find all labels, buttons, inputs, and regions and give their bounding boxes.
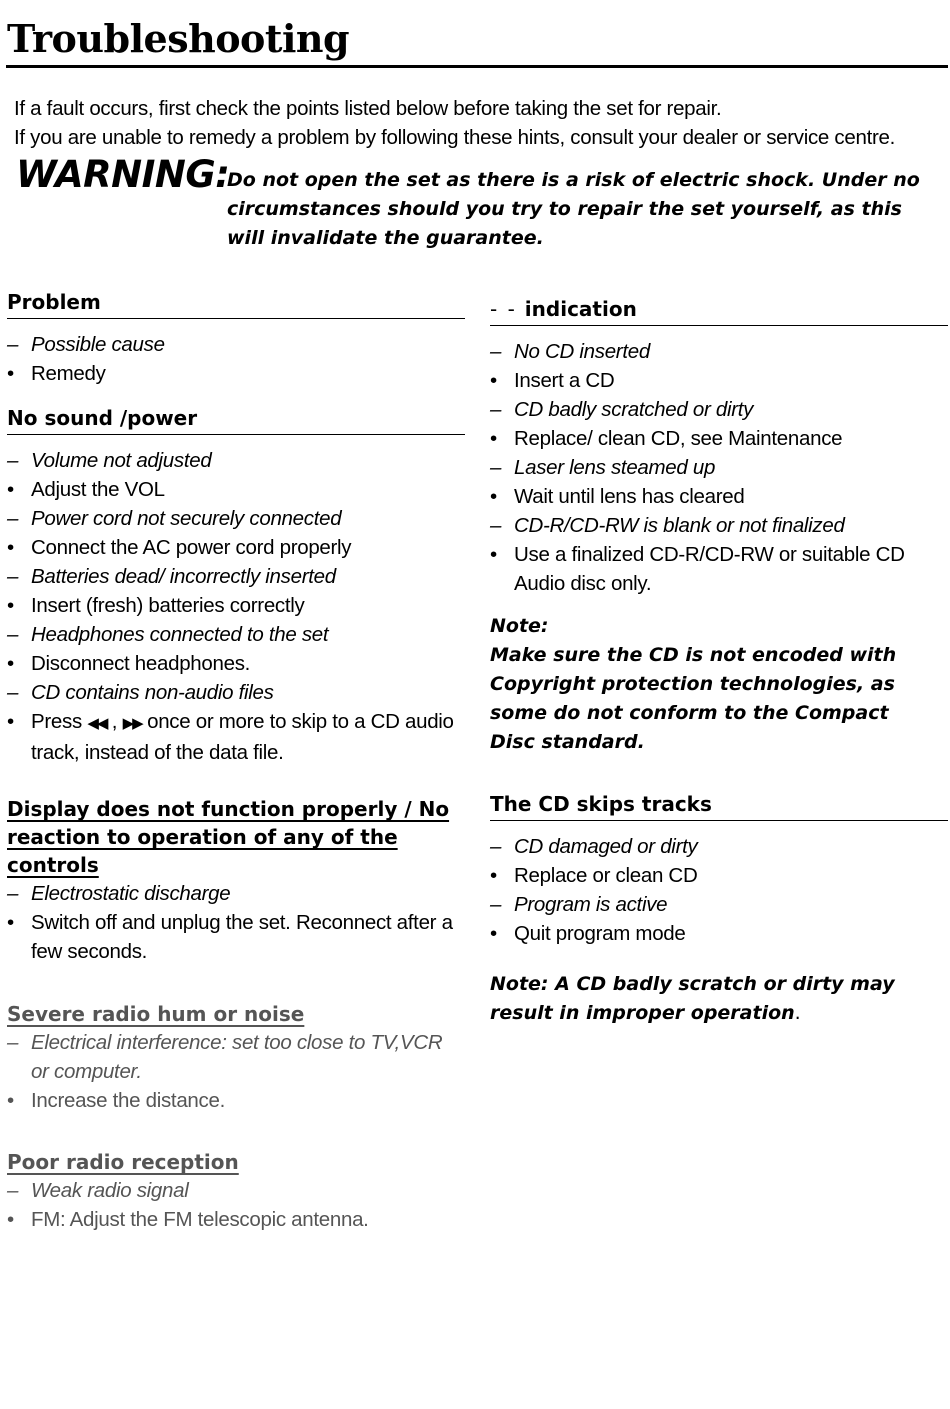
list-item — [7, 1028, 465, 1086]
bullet-marker: • — [7, 911, 14, 934]
legend-cause — [7, 330, 465, 359]
bullet-marker: • — [490, 864, 497, 887]
list-item — [7, 1086, 465, 1115]
display-dashes: - - — [490, 297, 517, 321]
bullet-marker: • — [490, 922, 497, 945]
skip-next-icon: ▶▶ — [122, 715, 142, 732]
list-item — [7, 591, 465, 620]
bullet-marker: • — [7, 478, 14, 501]
bullet-marker: • — [7, 1089, 14, 1112]
dash-marker: – — [490, 398, 502, 421]
cause-text: Headphones connected to the set — [31, 623, 329, 646]
dash-marker: – — [7, 333, 19, 356]
remedy-text: Adjust the VOL — [31, 478, 165, 501]
bullet-marker: • — [7, 536, 14, 559]
remedy-text: Quit program mode — [514, 922, 686, 945]
no-sound-section — [7, 404, 465, 767]
list-item — [490, 395, 948, 424]
bullet-marker: • — [490, 485, 497, 508]
list-item — [490, 890, 948, 919]
remedy-text: Insert a CD — [514, 369, 615, 392]
cause-text: CD-R/CD-RW is blank or not finalized — [514, 514, 845, 537]
list-item — [490, 337, 948, 366]
list-item — [490, 919, 948, 948]
skips-heading: The CD skips tracks — [490, 792, 712, 816]
remedy-text: Wait until lens has cleared — [514, 485, 745, 508]
cause-text: Batteries dead/ incorrectly inserted — [31, 565, 336, 588]
bullet-marker: • — [7, 710, 14, 733]
display-section — [7, 795, 465, 966]
indication-heading — [490, 295, 948, 323]
list-item — [7, 1205, 465, 1234]
indication-heading-text: indication — [524, 297, 637, 321]
dash-marker: – — [7, 1179, 19, 1202]
hum-heading — [7, 1000, 465, 1028]
note-2-text: Note: A CD badly scratch or dirty may result in improper operation — [490, 973, 895, 1024]
bullet-marker: • — [7, 1208, 14, 1231]
cause-text: CD damaged or dirty — [514, 835, 698, 858]
list-item — [490, 482, 948, 511]
dash-marker: – — [490, 340, 502, 363]
reception-heading — [7, 1148, 465, 1176]
press-text: Press — [31, 710, 82, 733]
hum-section — [7, 1000, 465, 1115]
list-item — [7, 446, 465, 475]
list-item — [7, 620, 465, 649]
cause-text: Power cord not securely connected — [31, 507, 342, 530]
remedy-text: Connect the AC power cord properly — [31, 536, 352, 559]
dash-marker: – — [7, 681, 19, 704]
note-2-body — [490, 970, 948, 1028]
bullet-marker: • — [490, 427, 497, 450]
note-body: Make sure the CD is not encoded with Copyright protection technologies, as some do not conform to the Compact Disc standard. — [490, 644, 897, 753]
legend-heading: Problem — [7, 290, 101, 314]
cause-text: Electrical interference: set too close to TV,VCR or computer. — [31, 1031, 443, 1083]
warning-text: Do not open the set as there is a risk of electric shock. Under no circumstances should you try to repair the set yourself, as this will invalidate the guarantee. — [227, 169, 920, 249]
dash-marker: – — [7, 565, 19, 588]
legend-cause-text: Possible cause — [31, 333, 165, 356]
legend-remedy-text: Remedy — [31, 362, 106, 385]
cause-text: CD contains non-audio files — [31, 681, 274, 704]
remedy-text: Switch off and unplug the set. Reconnect after a few seconds. — [31, 911, 453, 963]
list-item — [490, 832, 948, 861]
cause-text: Laser lens steamed up — [514, 456, 716, 479]
display-heading-text: Display does not function properly / No reaction to operation of any of the controls — [7, 797, 450, 877]
no-sound-heading: No sound /power — [7, 406, 198, 430]
remedy-text: FM: Adjust the FM telescopic antenna. — [31, 1208, 369, 1231]
skips-section — [490, 790, 948, 948]
hum-heading-text: Severe radio hum or noise — [7, 1002, 305, 1026]
list-item — [7, 562, 465, 591]
press-rest-text: once or more to skip to a CD audio track, instead of the data file. — [31, 710, 454, 764]
skip-previous-icon: ◀◀ — [87, 715, 107, 732]
bullet-marker: • — [490, 369, 497, 392]
list-item — [490, 424, 948, 453]
bullet-marker: • — [7, 652, 14, 675]
list-item — [7, 475, 465, 504]
list-item — [7, 1176, 465, 1205]
list-item — [490, 861, 948, 890]
list-item — [490, 540, 948, 598]
dash-marker: – — [7, 882, 19, 905]
bullet-marker: • — [7, 594, 14, 617]
dash-marker: – — [7, 623, 19, 646]
list-item — [7, 678, 465, 707]
list-item — [490, 453, 948, 482]
remedy-text: Disconnect headphones. — [31, 652, 251, 675]
list-item — [7, 879, 465, 908]
intro-line-1: If a fault occurs, first check the points listed below before taking the set for repair. — [14, 97, 722, 120]
cause-text: Volume not adjusted — [31, 449, 212, 472]
list-item — [490, 366, 948, 395]
list-item — [7, 649, 465, 678]
indication-section — [490, 295, 948, 598]
cause-text: Program is active — [514, 893, 668, 916]
remedy-text: Replace/ clean CD, see Maintenance — [514, 427, 843, 450]
remedy-text: Use a finalized CD-R/CD-RW or suitable CD Audio disc only. — [514, 543, 905, 595]
dash-marker: – — [7, 449, 19, 472]
legend-remedy — [7, 359, 465, 388]
cause-text: Weak radio signal — [31, 1179, 189, 1202]
dash-marker: – — [490, 456, 502, 479]
note-section — [490, 612, 940, 757]
remedy-text: Replace or clean CD — [514, 864, 698, 887]
cause-text: No CD inserted — [514, 340, 650, 363]
dash-marker: – — [7, 507, 19, 530]
display-heading — [7, 795, 465, 879]
bullet-marker: • — [7, 362, 14, 385]
list-item — [7, 908, 465, 966]
list-item — [7, 533, 465, 562]
list-item — [7, 707, 465, 767]
reception-heading-text: Poor radio reception — [7, 1150, 239, 1174]
dash-marker: – — [490, 893, 502, 916]
note-2-section — [490, 970, 948, 1028]
bullet-marker: • — [490, 543, 497, 566]
intro-line-2: If you are unable to remedy a problem by following these hints, consult your dealer or service centre. — [14, 126, 895, 149]
dash-marker: – — [490, 514, 502, 537]
note-2-period: . — [794, 1002, 801, 1024]
remedy-text: Insert (fresh) batteries correctly — [31, 594, 305, 617]
cause-text: CD badly scratched or dirty — [514, 398, 754, 421]
title-rule — [6, 65, 948, 68]
dash-marker: – — [7, 1031, 19, 1054]
warning-label: WARNING: — [16, 153, 230, 196]
reception-section — [7, 1148, 465, 1234]
press-separator: , — [111, 710, 118, 733]
note-heading: Note: — [490, 615, 549, 637]
list-item — [490, 511, 948, 540]
remedy-text: Increase the distance. — [31, 1089, 225, 1112]
cause-text: Electrostatic discharge — [31, 882, 231, 905]
dash-marker: – — [490, 835, 502, 858]
list-item — [7, 504, 465, 533]
legend-section — [7, 288, 465, 388]
page-title: Troubleshooting — [7, 16, 350, 61]
